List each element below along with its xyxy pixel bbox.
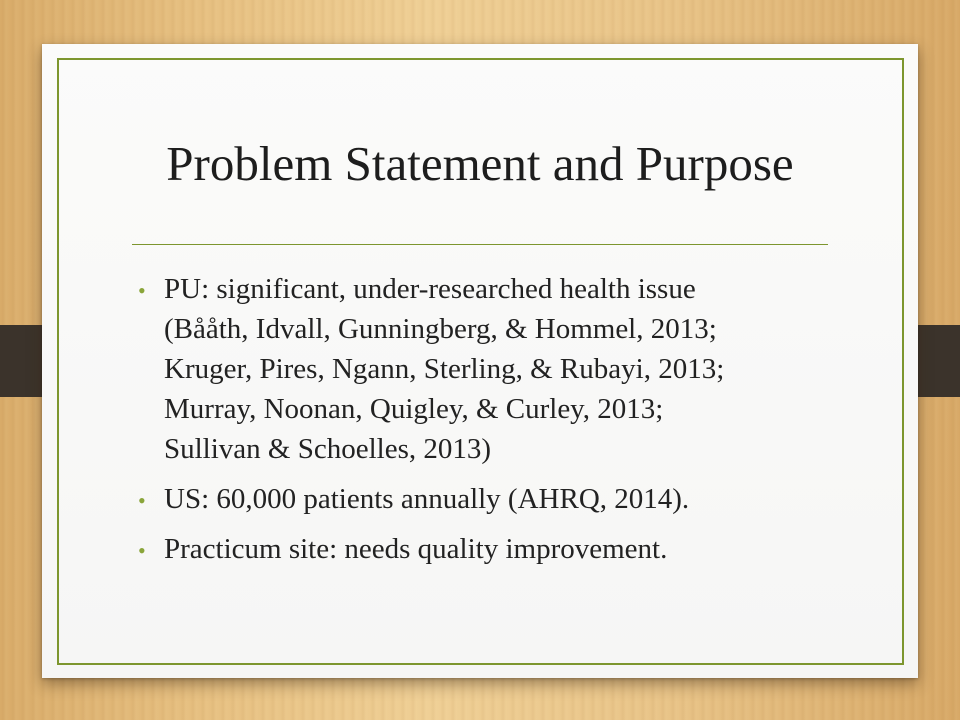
bullet-item-us <box>138 479 838 519</box>
bullet-item-practicum <box>138 529 838 569</box>
bullet-list <box>138 269 838 579</box>
bullet-dot-icon: • <box>138 278 146 303</box>
bullet-line: Practicum site: needs quality improvement. <box>164 533 668 565</box>
bullet-dot-icon: • <box>138 488 146 513</box>
slide-card <box>42 44 918 678</box>
title-divider <box>132 244 828 245</box>
bullet-line: (Bååth, Idvall, Gunningberg, & Hommel, 2013; <box>164 313 717 345</box>
bullet-line: PU: significant, under-researched health issue <box>164 273 696 305</box>
bullet-line: Sullivan & Schoelles, 2013) <box>164 433 492 465</box>
bullet-item-pu <box>138 269 838 469</box>
bullet-line: US: 60,000 patients annually (AHRQ, 2014). <box>164 483 690 515</box>
slide-title: Problem Statement and Purpose <box>166 136 794 191</box>
bullet-line: Murray, Noonan, Quigley, & Curley, 2013; <box>164 393 664 425</box>
bullet-dot-icon: • <box>138 538 146 563</box>
bullet-line: Kruger, Pires, Ngann, Sterling, & Rubayi, 2013; <box>164 353 725 385</box>
